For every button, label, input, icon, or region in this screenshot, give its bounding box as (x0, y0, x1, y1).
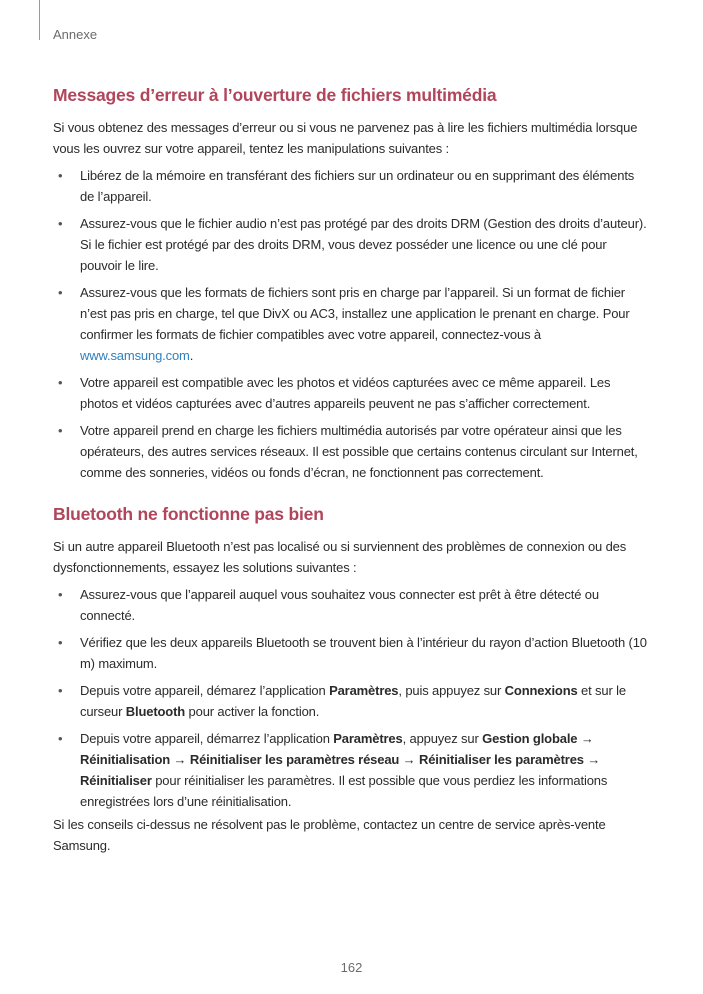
bullet-icon: • (58, 375, 63, 390)
list-item (53, 420, 649, 483)
list-item (53, 213, 649, 276)
item-text: pour réinitialiser les paramètres. Il est possible que vous perdiez les informations enregistrées lors d’une réinitialisation. (80, 773, 608, 809)
samsung-link[interactable]: www.samsung.com (80, 348, 190, 363)
intro-multimedia: Si vous obtenez des messages d’erreur ou si vous ne parvenez pas à lire les fichiers multimédia lorsque vous les ouvrez sur votre appareil, tentez les manipulations suivantes : (53, 120, 638, 156)
item-text: Votre appareil prend en charge les fichiers multimédia autorisés par votre opérateur ainsi que les opérateurs, des autres services réseaux. Il est possible que certains contenus circulant sur Internet, comme des sonneries, vidéos ou fonds d’écran, ne fonctionnent pas correctement. (80, 423, 638, 480)
section-header: Annexe (53, 27, 98, 42)
item-text: Assurez-vous que les formats de fichiers sont pris en charge par l’appareil. Si un format de fichier n’est pas pris en charge, tel que DivX ou AC3, installez une application le prenant en charge. Pour confirmer les formats de fichier compatibles avec votre appareil, connectez-vous à (80, 285, 630, 342)
item-text: pour activer la fonction. (185, 704, 320, 719)
list-bluetooth (53, 584, 649, 812)
list-item (53, 584, 649, 626)
page-content (53, 84, 649, 856)
bullet-icon: • (58, 216, 63, 231)
menu-term-connexions: Connexions (504, 683, 578, 698)
bullet-icon: • (58, 423, 63, 438)
item-text: Depuis votre appareil, démarrez l’application (80, 731, 334, 746)
menu-term-parametres: Paramètres (329, 683, 399, 698)
page-number: 162 (340, 960, 363, 975)
heading-multimedia-errors: Messages d’erreur à l’ouverture de fichiers multimédia (53, 85, 497, 105)
bullet-icon: • (58, 285, 63, 300)
bullet-icon: • (58, 168, 63, 183)
item-text-end: . (189, 348, 194, 363)
header-rule (39, 0, 40, 40)
list-item (53, 728, 649, 812)
menu-term-parametres: Paramètres (333, 731, 403, 746)
list-item (53, 282, 649, 366)
item-text: Libérez de la mémoire en transférant des fichiers sur un ordinateur ou en supprimant des éléments de l’appareil. (80, 168, 635, 204)
list-item (53, 372, 649, 414)
bullet-icon: • (58, 731, 63, 746)
menu-term-bluetooth: Bluetooth (125, 704, 186, 719)
item-text: Assurez-vous que le fichier audio n’est pas protégé par des droits DRM (Gestion des droits d’auteur). Si le fichier est protégé par des droits DRM, vous devez posséder une licence ou une clé pour pouvoir le lire. (80, 216, 647, 273)
bullet-icon: • (58, 635, 63, 650)
list-item (53, 632, 649, 674)
list-multimedia (53, 165, 649, 483)
menu-path-reset: Réinitialisation → Réinitialiser les paramètres réseau → Réinitialiser les paramètres → Réinitialiser (80, 752, 601, 788)
intro-bluetooth: Si un autre appareil Bluetooth n’est pas localisé ou si surviennent des problèmes de connexion ou des dysfonctionnements, essayez les solutions suivantes : (53, 539, 627, 575)
heading-bluetooth: Bluetooth ne fonctionne pas bien (53, 504, 324, 524)
item-text: , appuyez sur (402, 731, 483, 746)
list-item (53, 165, 649, 207)
list-item (53, 680, 649, 722)
item-text: , puis appuyez sur (398, 683, 505, 698)
item-text: Vérifiez que les deux appareils Bluetooth se trouvent bien à l’intérieur du rayon d’action Bluetooth (10 m) maximum. (80, 635, 647, 671)
bullet-icon: • (58, 587, 63, 602)
item-text: Votre appareil est compatible avec les photos et vidéos capturées avec ce même appareil. Les photos et vidéos capturées avec d’autres appareils peuvent ne pas s’afficher correctement. (80, 375, 611, 411)
menu-term-gestion-globale: Gestion globale → (482, 731, 594, 746)
item-text: Assurez-vous que l’appareil auquel vous souhaitez vous connecter est prêt à être détecté ou connecté. (80, 587, 599, 623)
item-text: Depuis votre appareil, démarez l’application (80, 683, 330, 698)
item-text: et sur le curseur (80, 683, 626, 719)
bullet-icon: • (58, 683, 63, 698)
outro-bluetooth: Si les conseils ci-dessus ne résolvent pas le problème, contactez un centre de service après-vente Samsung. (53, 817, 606, 853)
